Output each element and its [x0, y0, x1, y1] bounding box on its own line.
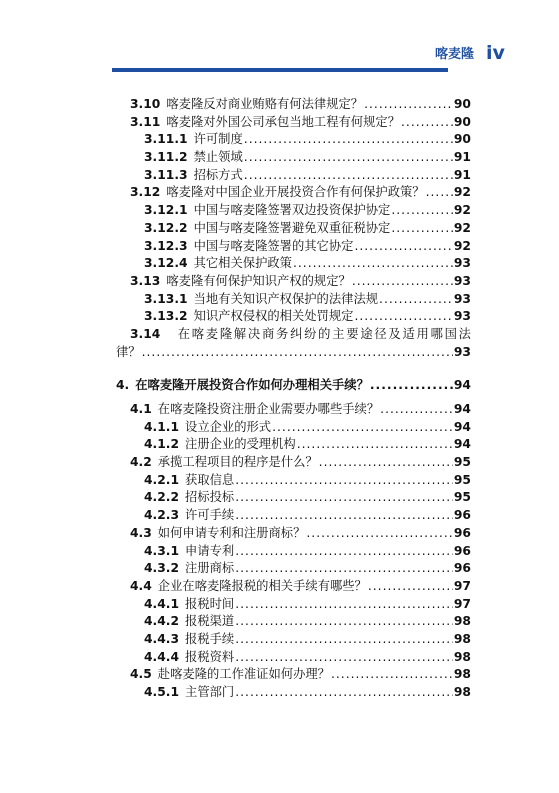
toc-entry-page: 92: [453, 185, 471, 200]
toc-entry-title: 喀麦隆对中国企业开展投资合作有何保护政策？: [166, 185, 425, 200]
toc-entry-title: 报税手续: [185, 631, 235, 646]
toc-entry-number: 4.3.1: [144, 543, 180, 558]
toc-entry-title: 报税时间: [185, 596, 235, 611]
dot-leader: [235, 613, 453, 631]
page-number: iv: [486, 42, 505, 64]
toc-entry-number: 3.11.1: [144, 132, 188, 147]
dot-leader: [235, 649, 453, 667]
toc-entry-number: 3.12.3: [144, 238, 188, 253]
toc-entry-number: 4.3.2: [144, 561, 180, 576]
toc-entry[interactable]: [116, 149, 471, 167]
toc-entry-title: 中国与喀麦隆签署避免双重征税协定: [193, 220, 391, 235]
dot-leader: [272, 419, 453, 437]
running-header-title: 喀麦隆: [434, 47, 474, 62]
toc-entry-number: 4.2.2: [144, 490, 180, 505]
toc-entry-number: 3.10: [130, 97, 161, 111]
toc-entry-page: 95: [453, 490, 471, 505]
toc-entry[interactable]: [116, 255, 471, 273]
toc-entry-page: 96: [453, 561, 471, 576]
dot-leader: [380, 401, 453, 419]
toc-entry[interactable]: [116, 96, 471, 114]
toc-entry-page: 98: [453, 614, 471, 629]
toc-entry-title: 中国与喀麦隆签署的其它协定: [193, 238, 354, 253]
toc-entry-page: 92: [453, 238, 471, 253]
toc-entry[interactable]: [116, 454, 471, 472]
toc-entry[interactable]: [116, 525, 471, 543]
dot-leader: [142, 344, 453, 362]
dot-leader: [235, 507, 453, 525]
spacer: [116, 361, 471, 377]
toc-entry-number: 3.11.3: [144, 167, 188, 182]
toc-entry-page: 94: [453, 419, 471, 434]
toc-entry[interactable]: [116, 238, 471, 256]
toc-entry-number: 4.4.1: [144, 596, 180, 611]
toc-entry[interactable]: [116, 631, 471, 649]
toc-entry[interactable]: [116, 613, 471, 631]
dot-leader: [235, 631, 453, 649]
toc-entry-number: 4.4.2: [144, 614, 180, 629]
toc-entry[interactable]: [116, 596, 471, 614]
toc-entry-title: 报税资料: [185, 649, 235, 664]
toc-entry-title-line1: 在喀麦隆解决商务纠纷的主要途径及适用哪国法: [177, 326, 471, 341]
toc-entry-number: 3.14: [130, 326, 161, 341]
toc-entry-wrapped[interactable]: [116, 326, 471, 361]
toc-entry-page: 91: [453, 150, 471, 165]
toc-entry[interactable]: [116, 131, 471, 149]
toc-entry-title: 知识产权侵权的相关处罚规定: [193, 309, 354, 324]
dot-leader: [306, 525, 453, 543]
toc-entry-page: 96: [453, 543, 471, 558]
toc-entry-page: 90: [453, 132, 471, 147]
dot-leader: [354, 238, 452, 256]
toc-entry-title: 承揽工程项目的程序是什么？: [157, 455, 318, 470]
dot-leader: [235, 684, 453, 702]
toc-entry[interactable]: [116, 167, 471, 185]
toc-entry-page: 93: [453, 309, 471, 324]
toc-entry-title: 在喀麦隆开展投资合作如何办理相关手续？: [135, 378, 369, 393]
toc-entry[interactable]: [116, 184, 471, 202]
toc-entry-number: 3.12: [130, 185, 161, 200]
toc-entry-title-line2: 律？: [116, 344, 141, 359]
toc-entry-number: 3.11: [130, 114, 161, 129]
toc-entry-page: 95: [453, 472, 471, 487]
toc-entry-title: 获取信息: [185, 472, 235, 487]
toc-entry-number: 3.12.2: [144, 220, 188, 235]
dot-leader: [293, 255, 453, 273]
toc-entry-title: 如何申请专利和注册商标？: [157, 525, 306, 540]
dot-leader: [354, 308, 452, 326]
toc-entry-number: 4.1.1: [144, 419, 180, 434]
toc-entry-title: 喀麦隆有何保护知识产权的规定？: [166, 273, 351, 288]
toc-entry-number: 4.3: [130, 525, 152, 540]
toc-entry-number: 3.12.1: [144, 203, 188, 218]
toc-entry-page: 92: [453, 220, 471, 235]
toc-entry-page: 93: [453, 344, 471, 359]
toc-entry-number: 4.4.3: [144, 631, 180, 646]
toc-entry-page: 98: [453, 649, 471, 664]
toc-entry-page: 90: [453, 114, 471, 129]
toc-entry-title: 许可手续: [185, 508, 235, 523]
dot-leader: [235, 472, 453, 490]
toc-entry[interactable]: [116, 202, 471, 220]
toc-entry-title: 其它相关保护政策: [193, 256, 292, 271]
toc-entry-number: 4.5.1: [144, 685, 180, 699]
dot-leader: [244, 149, 453, 167]
toc-entry-title: 许可制度: [193, 132, 243, 147]
toc-entry[interactable]: [116, 489, 471, 507]
toc-section-4: [116, 401, 471, 702]
toc-entry-page: 96: [453, 508, 471, 523]
toc-entry[interactable]: [116, 419, 471, 437]
toc-entry-page: 98: [453, 631, 471, 646]
toc-entry-page: 92: [453, 203, 471, 218]
toc-entry-title: 中国与喀麦隆签署双边投资保护协定: [193, 203, 391, 218]
dot-leader: [401, 114, 453, 132]
dot-leader: [391, 202, 453, 220]
dot-leader: [368, 578, 453, 596]
toc-entry-page: 94: [453, 437, 471, 452]
toc-entry[interactable]: [116, 472, 471, 490]
toc-entry-number: 4.2.3: [144, 508, 180, 523]
dot-leader: [244, 131, 453, 149]
toc-entry-title: 报税渠道: [185, 614, 235, 629]
toc-entry-number: 4.4.4: [144, 649, 180, 664]
toc-entry-page: 94: [453, 402, 471, 416]
toc-entry-number: 4.4: [130, 578, 152, 593]
toc-entry[interactable]: [116, 560, 471, 578]
toc-entry-title: 注册企业的受理机构: [185, 437, 296, 452]
toc-entry-page: 90: [453, 97, 471, 111]
toc-entry-number: 4.2.1: [144, 472, 180, 487]
toc-entry[interactable]: [116, 273, 471, 291]
toc-entry[interactable]: [116, 666, 471, 684]
dot-leader: [235, 489, 453, 507]
toc-entry-number: 3.12.4: [144, 256, 188, 271]
dot-leader: [331, 666, 453, 684]
dot-leader: [319, 454, 453, 472]
toc-entry-title: 招标方式: [193, 167, 243, 182]
toc-entry-title: 在喀麦隆投资注册企业需要办哪些手续？: [157, 402, 380, 416]
toc-entry-title: 赴喀麦隆的工作准证如何办理？: [157, 667, 330, 682]
toc-chapter-4[interactable]: [116, 377, 471, 395]
toc-entry[interactable]: [116, 291, 471, 309]
toc-entry[interactable]: [116, 507, 471, 525]
toc-entry-title: 当地有关知识产权保护的法律法规: [193, 291, 379, 306]
toc-entry[interactable]: [116, 578, 471, 596]
toc-entry-page: 96: [453, 525, 471, 540]
toc-entry-page: 91: [453, 167, 471, 182]
toc-entry-page: 93: [453, 291, 471, 306]
dot-leader: [244, 167, 453, 185]
toc-entry-page: 98: [453, 667, 471, 682]
toc-entry-page: 95: [453, 455, 471, 470]
toc-entry[interactable]: [116, 308, 471, 326]
toc-entry-title: 设立企业的形式: [185, 419, 272, 434]
toc-entry-page: 93: [453, 273, 471, 288]
toc-entry-number: 4.5: [130, 667, 152, 682]
toc-entry-title: 喀麦隆反对商业贿赂有何法律规定？: [166, 97, 364, 111]
toc-entry-page: 98: [453, 685, 471, 699]
toc-entry-title: 喀麦隆对外国公司承包当地工程有何规定？: [166, 114, 400, 129]
toc-entry[interactable]: [116, 220, 471, 238]
toc-entry-title: 申请专利: [185, 543, 235, 558]
table-of-contents: [116, 96, 471, 702]
toc-entry-page: 97: [453, 578, 471, 593]
dot-leader: [379, 291, 453, 309]
dot-leader: [370, 377, 453, 395]
dot-leader: [297, 436, 453, 454]
toc-entry-number: 3.13.1: [144, 291, 188, 306]
toc-entry-page: 93: [453, 256, 471, 271]
dot-leader: [352, 273, 453, 291]
toc-entry[interactable]: [116, 114, 471, 132]
dot-leader: [235, 596, 453, 614]
dot-leader: [364, 96, 453, 114]
toc-entry-number: 3.11.2: [144, 150, 188, 165]
toc-entry-title: 主管部门: [185, 685, 235, 699]
toc-entry-number: 3.13: [130, 273, 161, 288]
toc-entry[interactable]: [116, 684, 471, 702]
toc-entry[interactable]: [116, 649, 471, 667]
toc-entry[interactable]: [116, 436, 471, 454]
toc-entry-page: 94: [453, 378, 471, 393]
header-rule: [112, 68, 448, 72]
toc-entry-number: 4.1.2: [144, 437, 180, 452]
toc-entry-number: 3.13.2: [144, 309, 188, 324]
toc-entry-title: 禁止领域: [193, 150, 243, 165]
dot-leader: [235, 543, 453, 561]
toc-entry-number: 4.2: [130, 455, 152, 470]
toc-entry[interactable]: [116, 543, 471, 561]
toc-entry-number: 4.: [116, 378, 130, 393]
toc-entry-number: 4.1: [130, 402, 152, 416]
toc-entry-page: 97: [453, 596, 471, 611]
dot-leader: [426, 184, 453, 202]
dot-leader: [391, 220, 453, 238]
toc-section-3: [116, 96, 471, 326]
toc-entry[interactable]: [116, 401, 471, 419]
toc-entry-title: 注册商标: [185, 561, 235, 576]
dot-leader: [235, 560, 453, 578]
toc-entry-title: 招标投标: [185, 490, 235, 505]
toc-entry-title: 企业在喀麦隆报税的相关手续有哪些？: [157, 578, 367, 593]
